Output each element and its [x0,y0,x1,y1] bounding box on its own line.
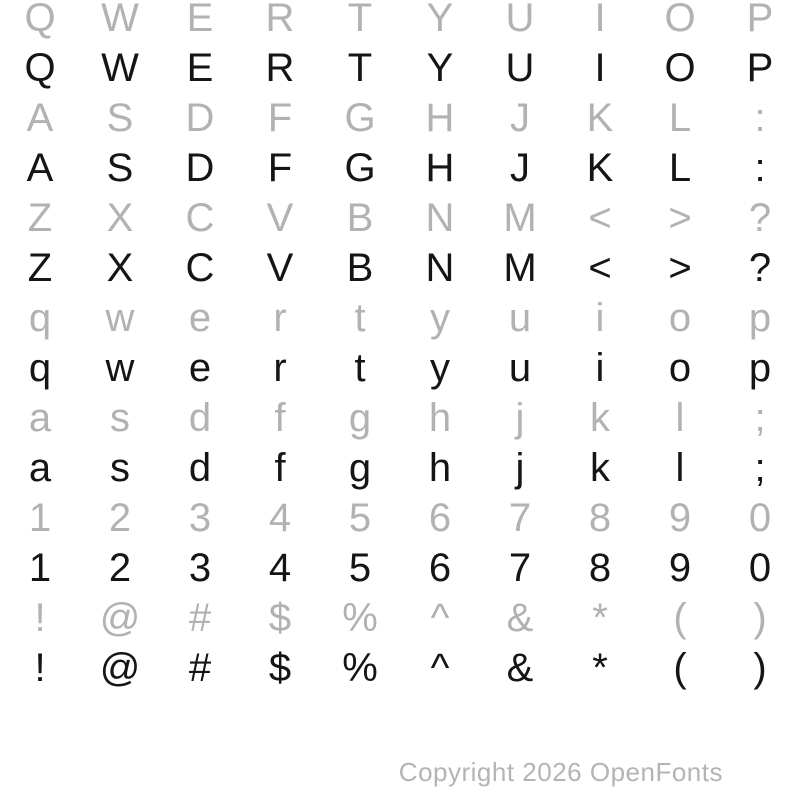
glyph: 2 [108,496,132,540]
glyph: 6 [428,546,452,590]
glyph: i [595,346,605,390]
glyph: ) [753,646,767,690]
glyph-row [0,143,800,193]
glyph: ^ [430,646,450,690]
glyph: Z [27,196,53,240]
glyph: > [668,196,692,240]
glyph: H [425,96,455,140]
glyph: r [273,346,287,390]
glyph: # [188,646,212,690]
glyph: F [267,96,293,140]
glyph: A [26,96,54,140]
glyph: 6 [428,496,452,540]
glyph: T [347,46,373,90]
glyph: 9 [668,546,692,590]
glyph-row [0,493,800,543]
glyph: R [265,0,295,40]
glyph: M [503,196,537,240]
glyph: 4 [268,496,292,540]
glyph: P [746,0,774,40]
glyph: F [267,146,293,190]
glyph: 7 [508,496,532,540]
glyph: y [430,296,450,340]
glyph: T [347,0,373,40]
glyph: & [506,646,534,690]
glyph: @ [99,646,141,690]
glyph: 8 [588,546,612,590]
glyph: S [106,96,134,140]
glyph: i [595,296,605,340]
glyph: 5 [348,546,372,590]
glyph: Q [24,0,56,40]
glyph: L [668,146,692,190]
glyph: G [344,96,376,140]
glyph: d [188,396,212,440]
glyph: E [186,46,214,90]
glyph-row [0,343,800,393]
glyph: > [668,246,692,290]
glyph: I [594,0,606,40]
glyph: % [342,646,378,690]
glyph: t [354,296,366,340]
glyph: u [508,346,532,390]
glyph: o [668,296,692,340]
glyph: V [266,246,294,290]
glyph: % [342,596,378,640]
glyph: B [346,246,374,290]
copyright-text: Copyright 2026 OpenFonts [398,757,723,787]
glyph: q [28,346,52,390]
glyph: & [506,596,534,640]
glyph: O [664,46,696,90]
glyph: 0 [748,546,772,590]
glyph: A [26,146,54,190]
glyph: X [106,246,134,290]
glyph: W [101,0,139,40]
glyph: C [185,246,215,290]
glyph: ? [748,246,772,290]
glyph: 1 [28,546,52,590]
glyph: j [515,396,525,440]
glyph-row [0,593,800,643]
glyph: # [188,596,212,640]
glyph: r [273,296,287,340]
glyph: w [105,346,135,390]
glyph: s [110,396,130,440]
glyph: @ [99,596,141,640]
glyph: : [754,96,766,140]
glyph: Y [426,0,454,40]
glyph: 3 [188,496,212,540]
glyph: f [274,446,286,490]
glyph: 0 [748,496,772,540]
glyph: t [354,346,366,390]
glyph: 1 [28,496,52,540]
glyph: D [185,96,215,140]
glyph: ) [753,596,767,640]
glyph: R [265,46,295,90]
glyph: ; [754,396,766,440]
glyph: a [28,446,52,490]
glyph: ( [673,646,687,690]
glyph: K [586,146,614,190]
glyph: B [346,196,374,240]
glyph: O [664,0,696,40]
glyph: s [110,446,130,490]
glyph: 5 [348,496,372,540]
glyph: e [188,296,212,340]
glyph: $ [268,596,292,640]
glyph-row [0,393,800,443]
glyph: X [106,196,134,240]
glyph: L [668,96,692,140]
glyph: ( [673,596,687,640]
glyph: ! [34,646,46,690]
glyph: D [185,146,215,190]
glyph: Q [24,46,56,90]
glyph: l [675,446,685,490]
glyph-row [0,543,800,593]
glyph: * [592,596,608,640]
glyph: a [28,396,52,440]
glyph: W [101,46,139,90]
glyph-row [0,643,800,693]
glyph: < [588,196,612,240]
glyph: 2 [108,546,132,590]
glyph-row [0,0,800,43]
glyph: k [590,446,610,490]
glyph-row [0,243,800,293]
glyph: o [668,346,692,390]
glyph: H [425,146,455,190]
glyph: : [754,146,766,190]
glyph: q [28,296,52,340]
glyph: 9 [668,496,692,540]
glyph: N [425,246,455,290]
glyph: N [425,196,455,240]
glyph: 7 [508,546,532,590]
glyph: U [505,46,535,90]
glyph: * [592,646,608,690]
glyph: d [188,446,212,490]
glyph: ^ [430,596,450,640]
glyph-row [0,93,800,143]
glyph: J [510,96,530,140]
glyph: 8 [588,496,612,540]
glyph: C [185,196,215,240]
glyph: h [428,396,452,440]
glyph: 4 [268,546,292,590]
glyph: j [515,446,525,490]
glyph: l [675,396,685,440]
glyph: J [510,146,530,190]
glyph: < [588,246,612,290]
glyph: G [344,146,376,190]
glyph-row [0,43,800,93]
glyph: y [430,346,450,390]
glyph: I [594,46,606,90]
glyph: e [188,346,212,390]
glyph-row [0,293,800,343]
glyph: g [348,446,372,490]
glyph: Y [426,46,454,90]
glyph: S [106,146,134,190]
glyph: h [428,446,452,490]
glyph: ? [748,196,772,240]
glyph: E [186,0,214,40]
glyph: 3 [188,546,212,590]
glyph: M [503,246,537,290]
glyph-row [0,443,800,493]
glyph: g [348,396,372,440]
glyph: w [105,296,135,340]
glyph: u [508,296,532,340]
glyph: $ [268,646,292,690]
glyph: ! [34,596,46,640]
glyph: U [505,0,535,40]
glyph: ; [754,446,766,490]
glyph: Z [27,246,53,290]
glyph: K [586,96,614,140]
glyph: P [746,46,774,90]
glyph: p [748,346,772,390]
glyph: V [266,196,294,240]
glyph: k [590,396,610,440]
glyph: p [748,296,772,340]
glyph-row [0,193,800,243]
glyph: f [274,396,286,440]
